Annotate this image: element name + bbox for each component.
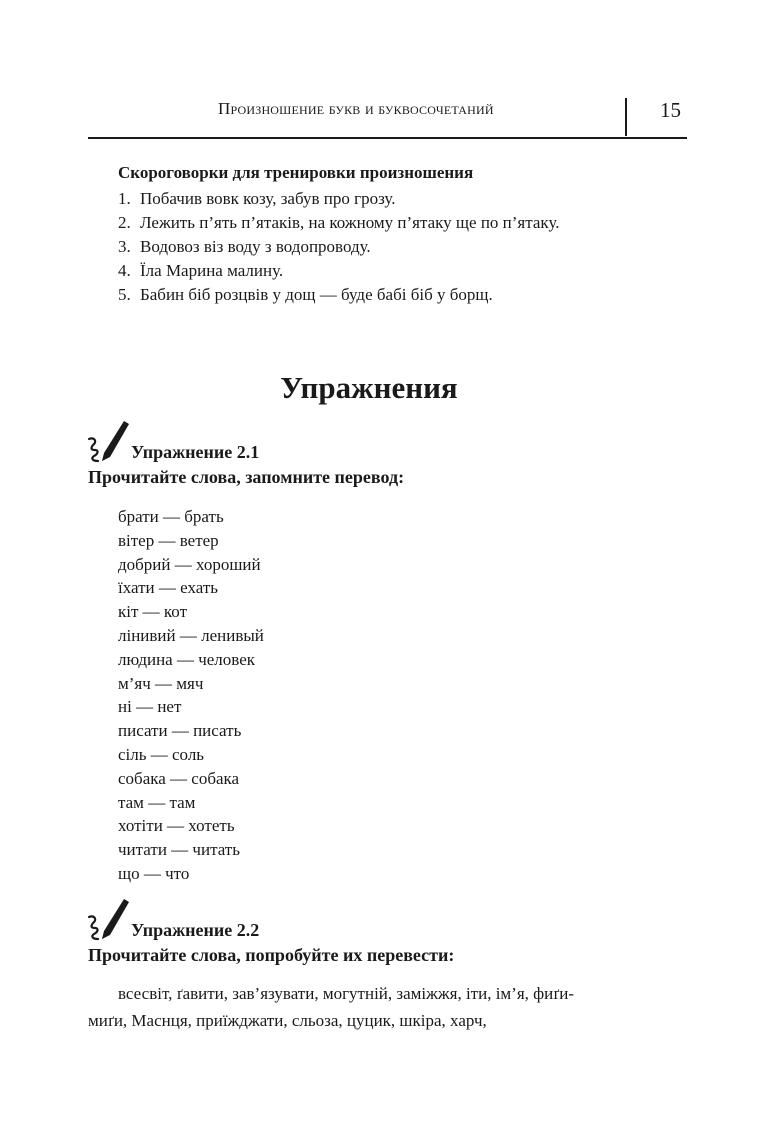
item-text: Лежить п’ять п’ятаків, на кожному п’ятаку ще по п’ятаку.: [140, 213, 560, 232]
running-header-title: Произношение букв и буквосочетаний: [218, 99, 494, 118]
list-item: брати — брать: [118, 507, 224, 526]
pen-writing-icon: [86, 895, 130, 941]
item-text: Бабин біб розцвів у дощ — буде бабі біб у борщ.: [140, 285, 493, 304]
text-line: всесвіт, ґавити, зав’язувати, могутній, заміжжя, іти, ім’я, фиґи-: [118, 984, 575, 1003]
header-rule: [88, 137, 687, 139]
vocabulary-list: [118, 505, 264, 886]
list-item: там — там: [118, 792, 196, 812]
list-item: [118, 235, 560, 259]
item-number: 2.: [118, 213, 131, 232]
pen-writing-icon: [86, 417, 130, 463]
list-item: добрий — хороший: [118, 554, 261, 574]
text-line: миґи, Маснця, приїжджати, сльоза, цуцик, шкіра, харч,: [88, 1011, 487, 1030]
list-item: писати — писать: [118, 721, 242, 741]
section-heading: Упражнения: [280, 370, 458, 405]
exercise-instruction: Прочитайте слова, запомните перевод:: [88, 467, 405, 487]
list-item: м’яч — мяч: [118, 673, 204, 693]
item-text: Водовоз віз воду з водопроводу.: [140, 237, 371, 256]
list-item: собака — собака: [118, 768, 240, 788]
list-item: [118, 211, 560, 235]
exercise-instruction: Прочитайте слова, попробуйте их перевести:: [88, 945, 455, 965]
item-number: 1.: [118, 189, 131, 208]
list-item: читати — читать: [118, 840, 240, 860]
item-number: 5.: [118, 285, 131, 304]
list-item: хотіти — хотеть: [118, 816, 235, 836]
item-number: 3.: [118, 237, 131, 256]
exercise-title: Упражнение 2.1: [131, 442, 260, 462]
list-item: [118, 259, 560, 283]
item-text: Їла Марина малину.: [140, 261, 284, 280]
header-divider: [625, 98, 627, 136]
exercise-word-list: [88, 980, 668, 1034]
list-item: [118, 187, 560, 211]
list-item: [118, 283, 560, 307]
list-item: людина — человек: [118, 649, 256, 669]
list-item: кіт — кот: [118, 602, 188, 622]
list-item: ні — нет: [118, 697, 182, 717]
list-item: вітер — ветер: [118, 530, 219, 550]
list-item: сіль — соль: [118, 744, 205, 764]
exercise-title: Упражнение 2.2: [131, 920, 260, 940]
tongue-twisters-title: Скороговорки для тренировки произношения: [118, 163, 474, 182]
item-text: Побачив вовк козу, забув про грозу.: [140, 189, 396, 208]
item-number: 4.: [118, 261, 131, 280]
tongue-twisters-list: [118, 187, 560, 307]
list-item: лінивий — ленивый: [118, 625, 264, 645]
page-number: 15: [660, 98, 681, 122]
list-item: що — что: [118, 863, 190, 883]
list-item: їхати — ехать: [118, 578, 219, 598]
